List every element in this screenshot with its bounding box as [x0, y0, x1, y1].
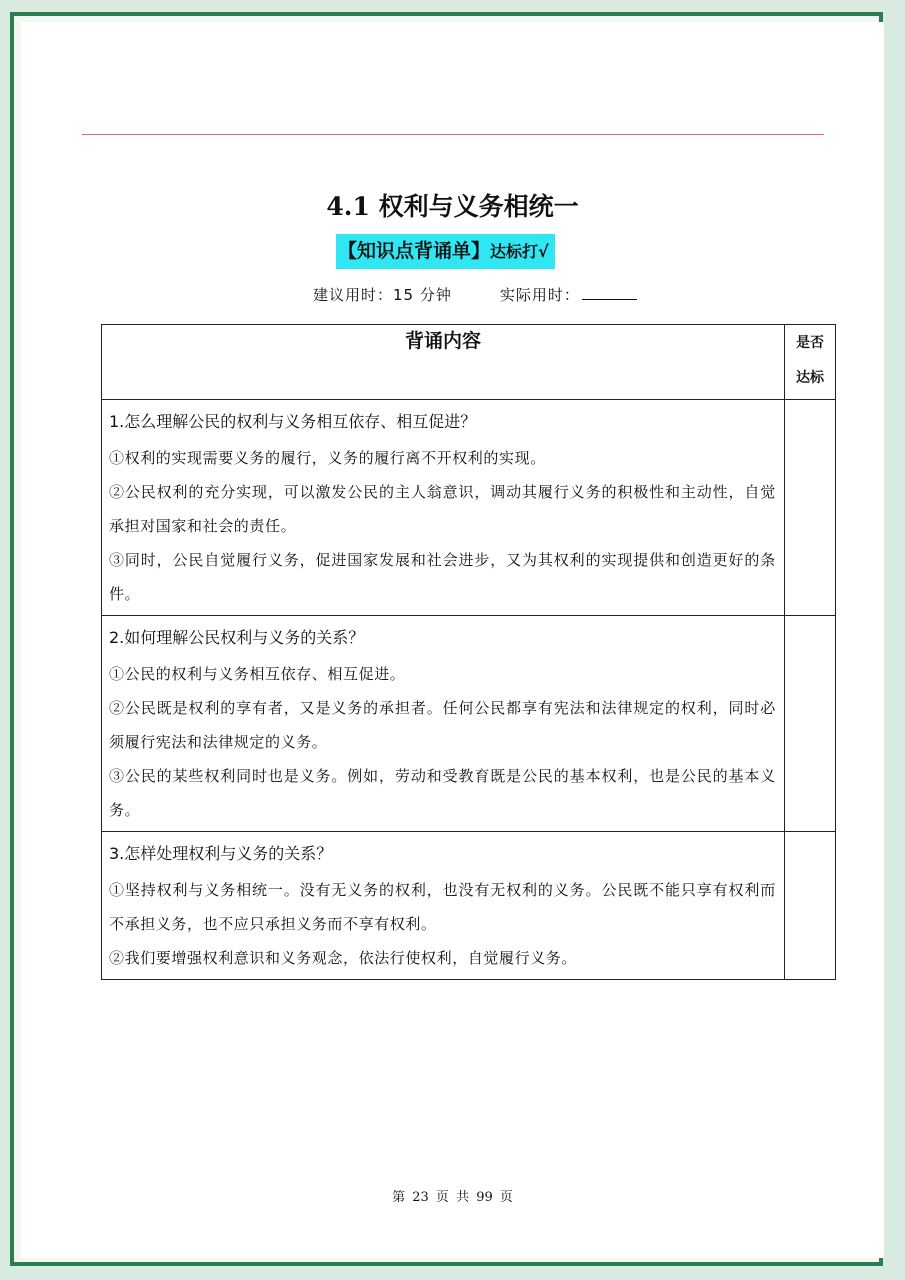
header-check-line2: 达标 — [795, 370, 824, 386]
header-check-line1: 是否 — [795, 335, 824, 351]
table-row — [102, 400, 836, 616]
page-footer: 第 23 页 共 99 页 — [392, 1190, 513, 1205]
section-answer: ②公民权利的充分实现，可以激发公民的主人翁意识，调动其履行义务的积极性和主动性，自觉承担对国家和社会的责任。 — [109, 483, 776, 535]
check-cell[interactable] — [784, 832, 835, 980]
banner-main: 【知识点背诵单】 — [338, 240, 491, 262]
section-content — [102, 832, 785, 980]
header-rule — [82, 134, 824, 135]
suggested-time: 建议用时：15 分钟 — [313, 286, 452, 304]
section-answer: ①权利的实现需要义务的履行，义务的履行离不开权利的实现。 — [109, 449, 546, 467]
section-answer: ②公民既是权利的享有者，又是义务的承担者。任何公民都享有宪法和法律规定的权利，同时必须履行宪法和法律规定的义务。 — [109, 699, 776, 751]
header-check — [784, 325, 835, 400]
table-row — [102, 616, 836, 832]
recitation-table — [101, 324, 836, 980]
section-question: 3.怎样处理权利与义务的关系？ — [109, 844, 333, 863]
table-header-row — [102, 325, 836, 400]
actual-time-label: 实际用时： — [499, 286, 580, 304]
check-cell[interactable] — [784, 400, 835, 616]
section-question: 1.怎么理解公民的权利与义务相互依存、相互促进？ — [109, 412, 477, 431]
check-cell[interactable] — [784, 616, 835, 832]
section-answer: ①公民的权利与义务相互依存、相互促进。 — [109, 665, 406, 683]
section-question: 2.如何理解公民权利与义务的关系？ — [109, 628, 365, 647]
section-answer: ③公民的某些权利同时也是义务。例如，劳动和受教育既是公民的基本权利，也是公民的基本义务。 — [109, 767, 776, 819]
section-answer: ③同时，公民自觉履行义务，促进国家发展和社会进步，又为其权利的实现提供和创造更好的条件。 — [109, 551, 776, 603]
actual-time-blank[interactable] — [582, 284, 637, 300]
section-content — [102, 616, 785, 832]
knowledge-banner — [336, 234, 555, 269]
timing-line — [313, 284, 637, 305]
section-content — [102, 400, 785, 616]
document-page — [21, 22, 884, 1258]
table-row — [102, 832, 836, 980]
page-title: 4.1 权利与义务相统一 — [326, 192, 579, 221]
section-answer: ①坚持权利与义务相统一。没有无义务的权利，也没有无权利的义务。公民既不能只享有权利而不承担义务，也不应只承担义务而不享有权利。 — [109, 881, 776, 933]
banner-suffix: 达标打√ — [490, 242, 549, 261]
header-content: 背诵内容 — [102, 325, 785, 400]
section-answer: ②我们要增强权利意识和义务观念，依法行使权利，自觉履行义务。 — [109, 949, 578, 967]
